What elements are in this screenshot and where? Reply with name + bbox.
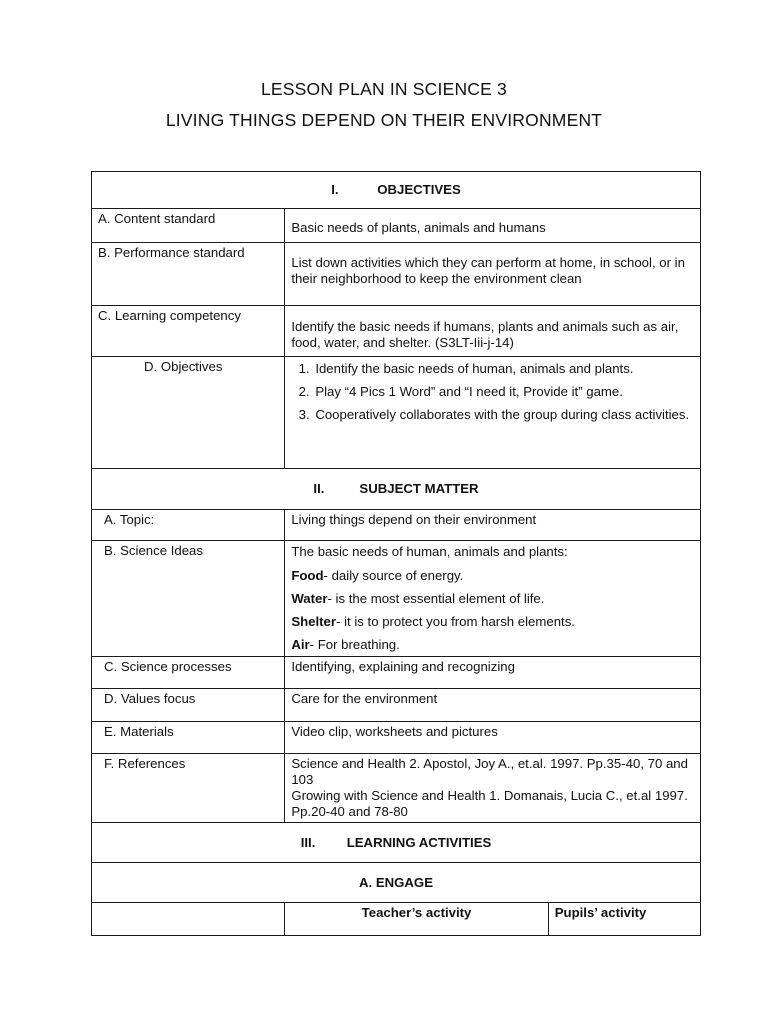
references-row: [92, 754, 701, 823]
idea-term: Water: [291, 591, 328, 606]
activity-header-row: [92, 903, 701, 936]
objectives-label: D. Objectives: [92, 357, 285, 469]
topic-row: [92, 510, 701, 541]
science-ideas-label: B. Science Ideas: [92, 541, 285, 657]
section-number: I.: [331, 182, 339, 197]
content-standard-row: [92, 209, 701, 243]
performance-standard-label: B. Performance standard: [92, 243, 285, 306]
science-processes-value: Identifying, explaining and recognizing: [285, 657, 701, 689]
section-title: LEARNING ACTIVITIES: [346, 834, 492, 850]
pupils-activity-header: Pupils’ activity: [548, 903, 700, 936]
objectives-list-row: [92, 357, 701, 469]
science-idea: [291, 633, 694, 656]
topic-value: Living things depend on their environment: [285, 510, 701, 541]
science-processes-row: [92, 657, 701, 689]
idea-term: Air: [291, 637, 310, 652]
empty-cell: [92, 903, 285, 936]
objectives-list: [291, 357, 694, 426]
learning-competency-value: Identify the basic needs if humans, plants and animals such as air, food, water, and shelter. (S3LT-Iii-j-14): [285, 306, 701, 357]
science-idea: [291, 587, 694, 610]
idea-term: Shelter: [291, 614, 337, 629]
idea-text: - For breathing.: [309, 637, 400, 652]
values-focus-row: [92, 689, 701, 722]
content-standard-label: A. Content standard: [92, 209, 285, 243]
idea-term: Food: [291, 568, 324, 583]
idea-text: - it is to protect you from harsh elements.: [336, 614, 575, 629]
subject-matter-heading: [92, 469, 701, 510]
teacher-activity-header: Teacher’s activity: [285, 903, 548, 936]
learning-competency-row: [92, 306, 701, 357]
science-idea: [291, 610, 694, 633]
section-title: SUBJECT MATTER: [359, 481, 479, 496]
document-title: LESSON PLAN IN SCIENCE 3: [261, 79, 507, 99]
section-title: OBJECTIVES: [377, 182, 461, 197]
science-ideas-cell: [285, 541, 701, 657]
lesson-plan-table: [91, 171, 701, 936]
engage-heading: A. ENGAGE: [92, 863, 701, 903]
reference-entry: Growing with Science and Health 1. Domanais, Lucia C., et.al 1997. Pp.20-40 and 78-80: [291, 788, 688, 819]
learning-activities-header-row: [92, 823, 701, 863]
materials-row: [92, 722, 701, 754]
objectives-header-row: [92, 172, 701, 209]
materials-label: E. Materials: [92, 722, 285, 754]
objective-item: 3. Cooperatively collaborates with the group during class activities.: [313, 403, 694, 426]
science-ideas-intro: The basic needs of human, animals and plants:: [291, 544, 568, 559]
values-focus-value: Care for the environment: [285, 689, 701, 722]
reference-entry: Science and Health 2. Apostol, Joy A., et.al. 1997. Pp.35-40, 70 and 103: [291, 756, 688, 787]
content-standard-value: Basic needs of plants, animals and humans: [285, 209, 701, 243]
values-focus-label: D. Values focus: [92, 689, 285, 722]
section-number: III.: [300, 834, 316, 850]
objective-item: 2. Play “4 Pics 1 Word” and “I need it, Provide it” game.: [313, 380, 694, 403]
materials-value: Video clip, worksheets and pictures: [285, 722, 701, 754]
science-processes-label: C. Science processes: [92, 657, 285, 689]
science-ideas-row: [92, 541, 701, 657]
science-idea: [291, 564, 694, 587]
idea-text: - is the most essential element of life.: [327, 591, 545, 606]
objectives-heading: [92, 172, 701, 209]
performance-standard-value: List down activities which they can perform at home, in school, or in their neighborhood to keep the environment clean: [285, 243, 701, 306]
objectives-list-cell: [285, 357, 701, 469]
learning-activities-heading: [92, 823, 701, 863]
objective-item: 1. Identify the basic needs of human, animals and plants.: [313, 357, 694, 380]
idea-text: - daily source of energy.: [323, 568, 464, 583]
learning-competency-label: C. Learning competency: [92, 306, 285, 357]
performance-standard-row: [92, 243, 701, 306]
document-subtitle: LIVING THINGS DEPEND ON THEIR ENVIRONMENT: [165, 110, 603, 130]
topic-label: A. Topic:: [92, 510, 285, 541]
section-number: II.: [313, 481, 325, 496]
references-cell: [285, 754, 701, 823]
engage-row: [92, 863, 701, 903]
subject-matter-header-row: [92, 469, 701, 510]
references-label: F. References: [92, 754, 285, 823]
